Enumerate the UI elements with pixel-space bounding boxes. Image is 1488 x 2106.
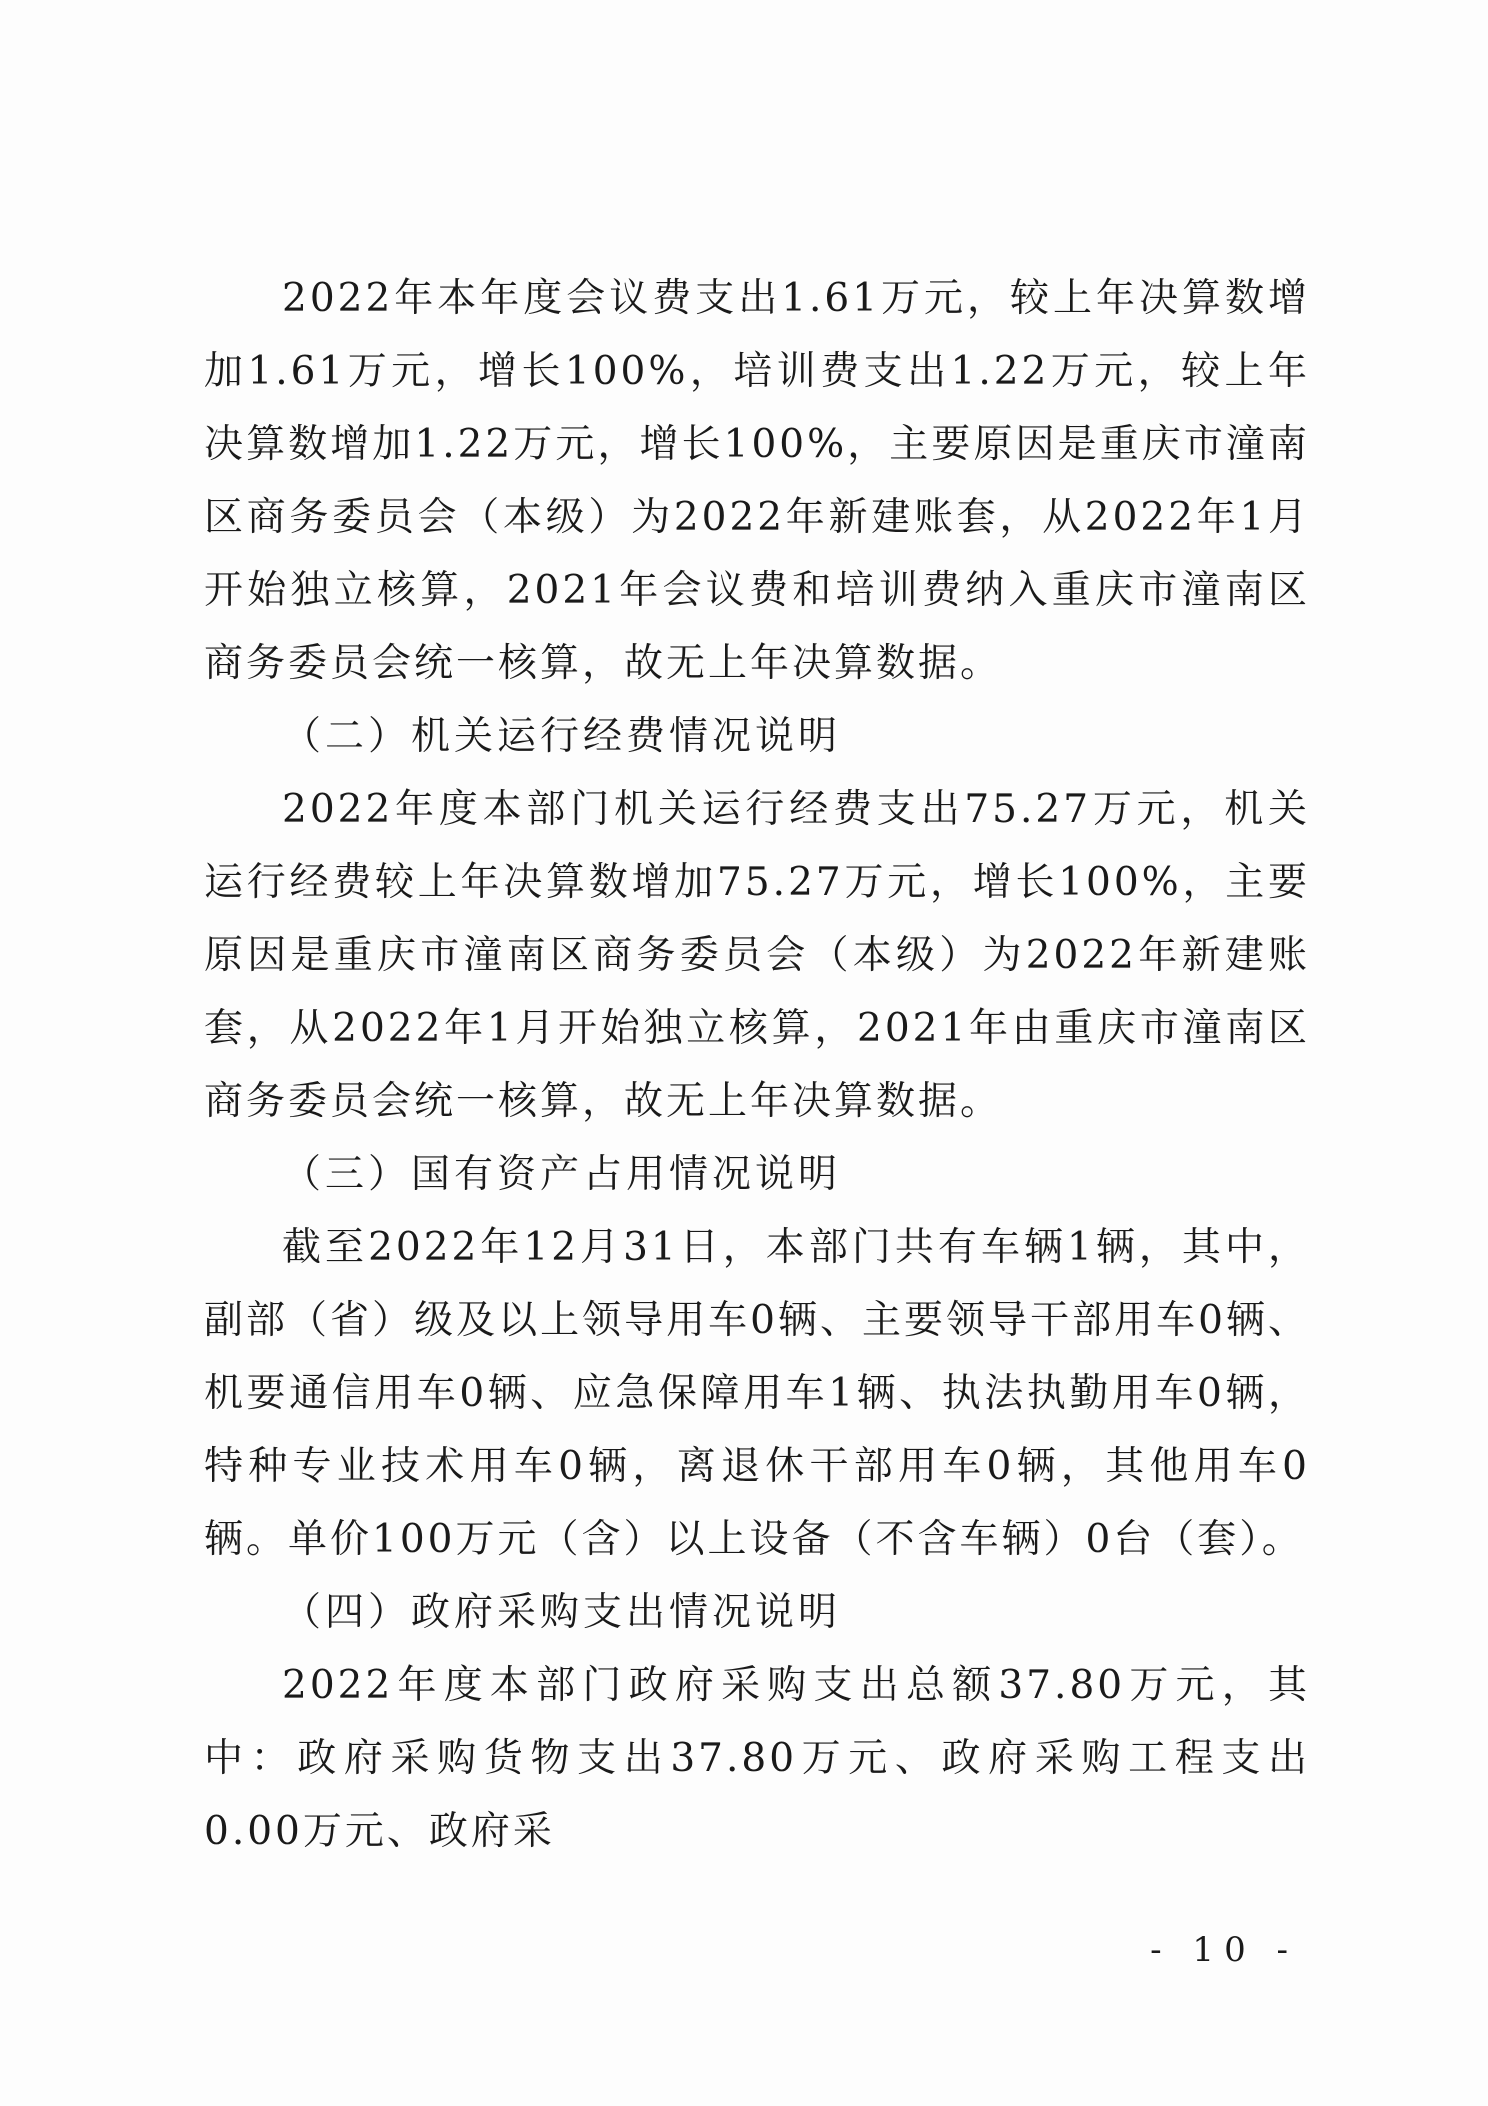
heading-government-procurement: （四）政府采购支出情况说明: [282, 1590, 842, 1635]
heading-state-assets: （三）国有资产占用情况说明: [282, 1152, 842, 1197]
paragraph-operating-expenses: 2022年度本部门机关运行经费支出75.27万元，机关运行经费较上年决算数增加75.27万元，增长100%，主要原因是重庆市潼南区商务委员会（本级）为2022年新建账套，从2022年1月开始独立核算，2021年由重庆市潼南区商务委员会统一核算，故无上年决算数据。: [204, 787, 1310, 1124]
page-number: - 10 -: [1150, 1930, 1298, 1970]
paragraph-state-assets: 截至2022年12月31日，本部门共有车辆1辆，其中，副部（省）级及以上领导用车0辆、主要领导干部用车0辆、机要通信用车0辆、应急保障用车1辆、执法执勤用车0辆，特种专业技术用车0辆，离退休干部用车0辆，其他用车0辆。单价100万元（含）以上设备（不含车辆）0台（套）。: [204, 1225, 1310, 1562]
paragraph-government-procurement: 2022年度本部门政府采购支出总额37.80万元，其中：政府采购货物支出37.80万元、政府采购工程支出0.00万元、政府采: [204, 1663, 1310, 1854]
heading-operating-expenses: （二）机关运行经费情况说明: [282, 714, 842, 759]
document-body: [204, 262, 1310, 1868]
paragraph-meeting-training-fees: 2022年本年度会议费支出1.61万元，较上年决算数增加1.61万元，增长100%，培训费支出1.22万元，较上年决算数增加1.22万元，增长100%，主要原因是重庆市潼南区商务委员会（本级）为2022年新建账套，从2022年1月开始独立核算，2021年会议费和培训费纳入重庆市潼南区商务委员会统一核算，故无上年决算数据。: [204, 276, 1310, 686]
